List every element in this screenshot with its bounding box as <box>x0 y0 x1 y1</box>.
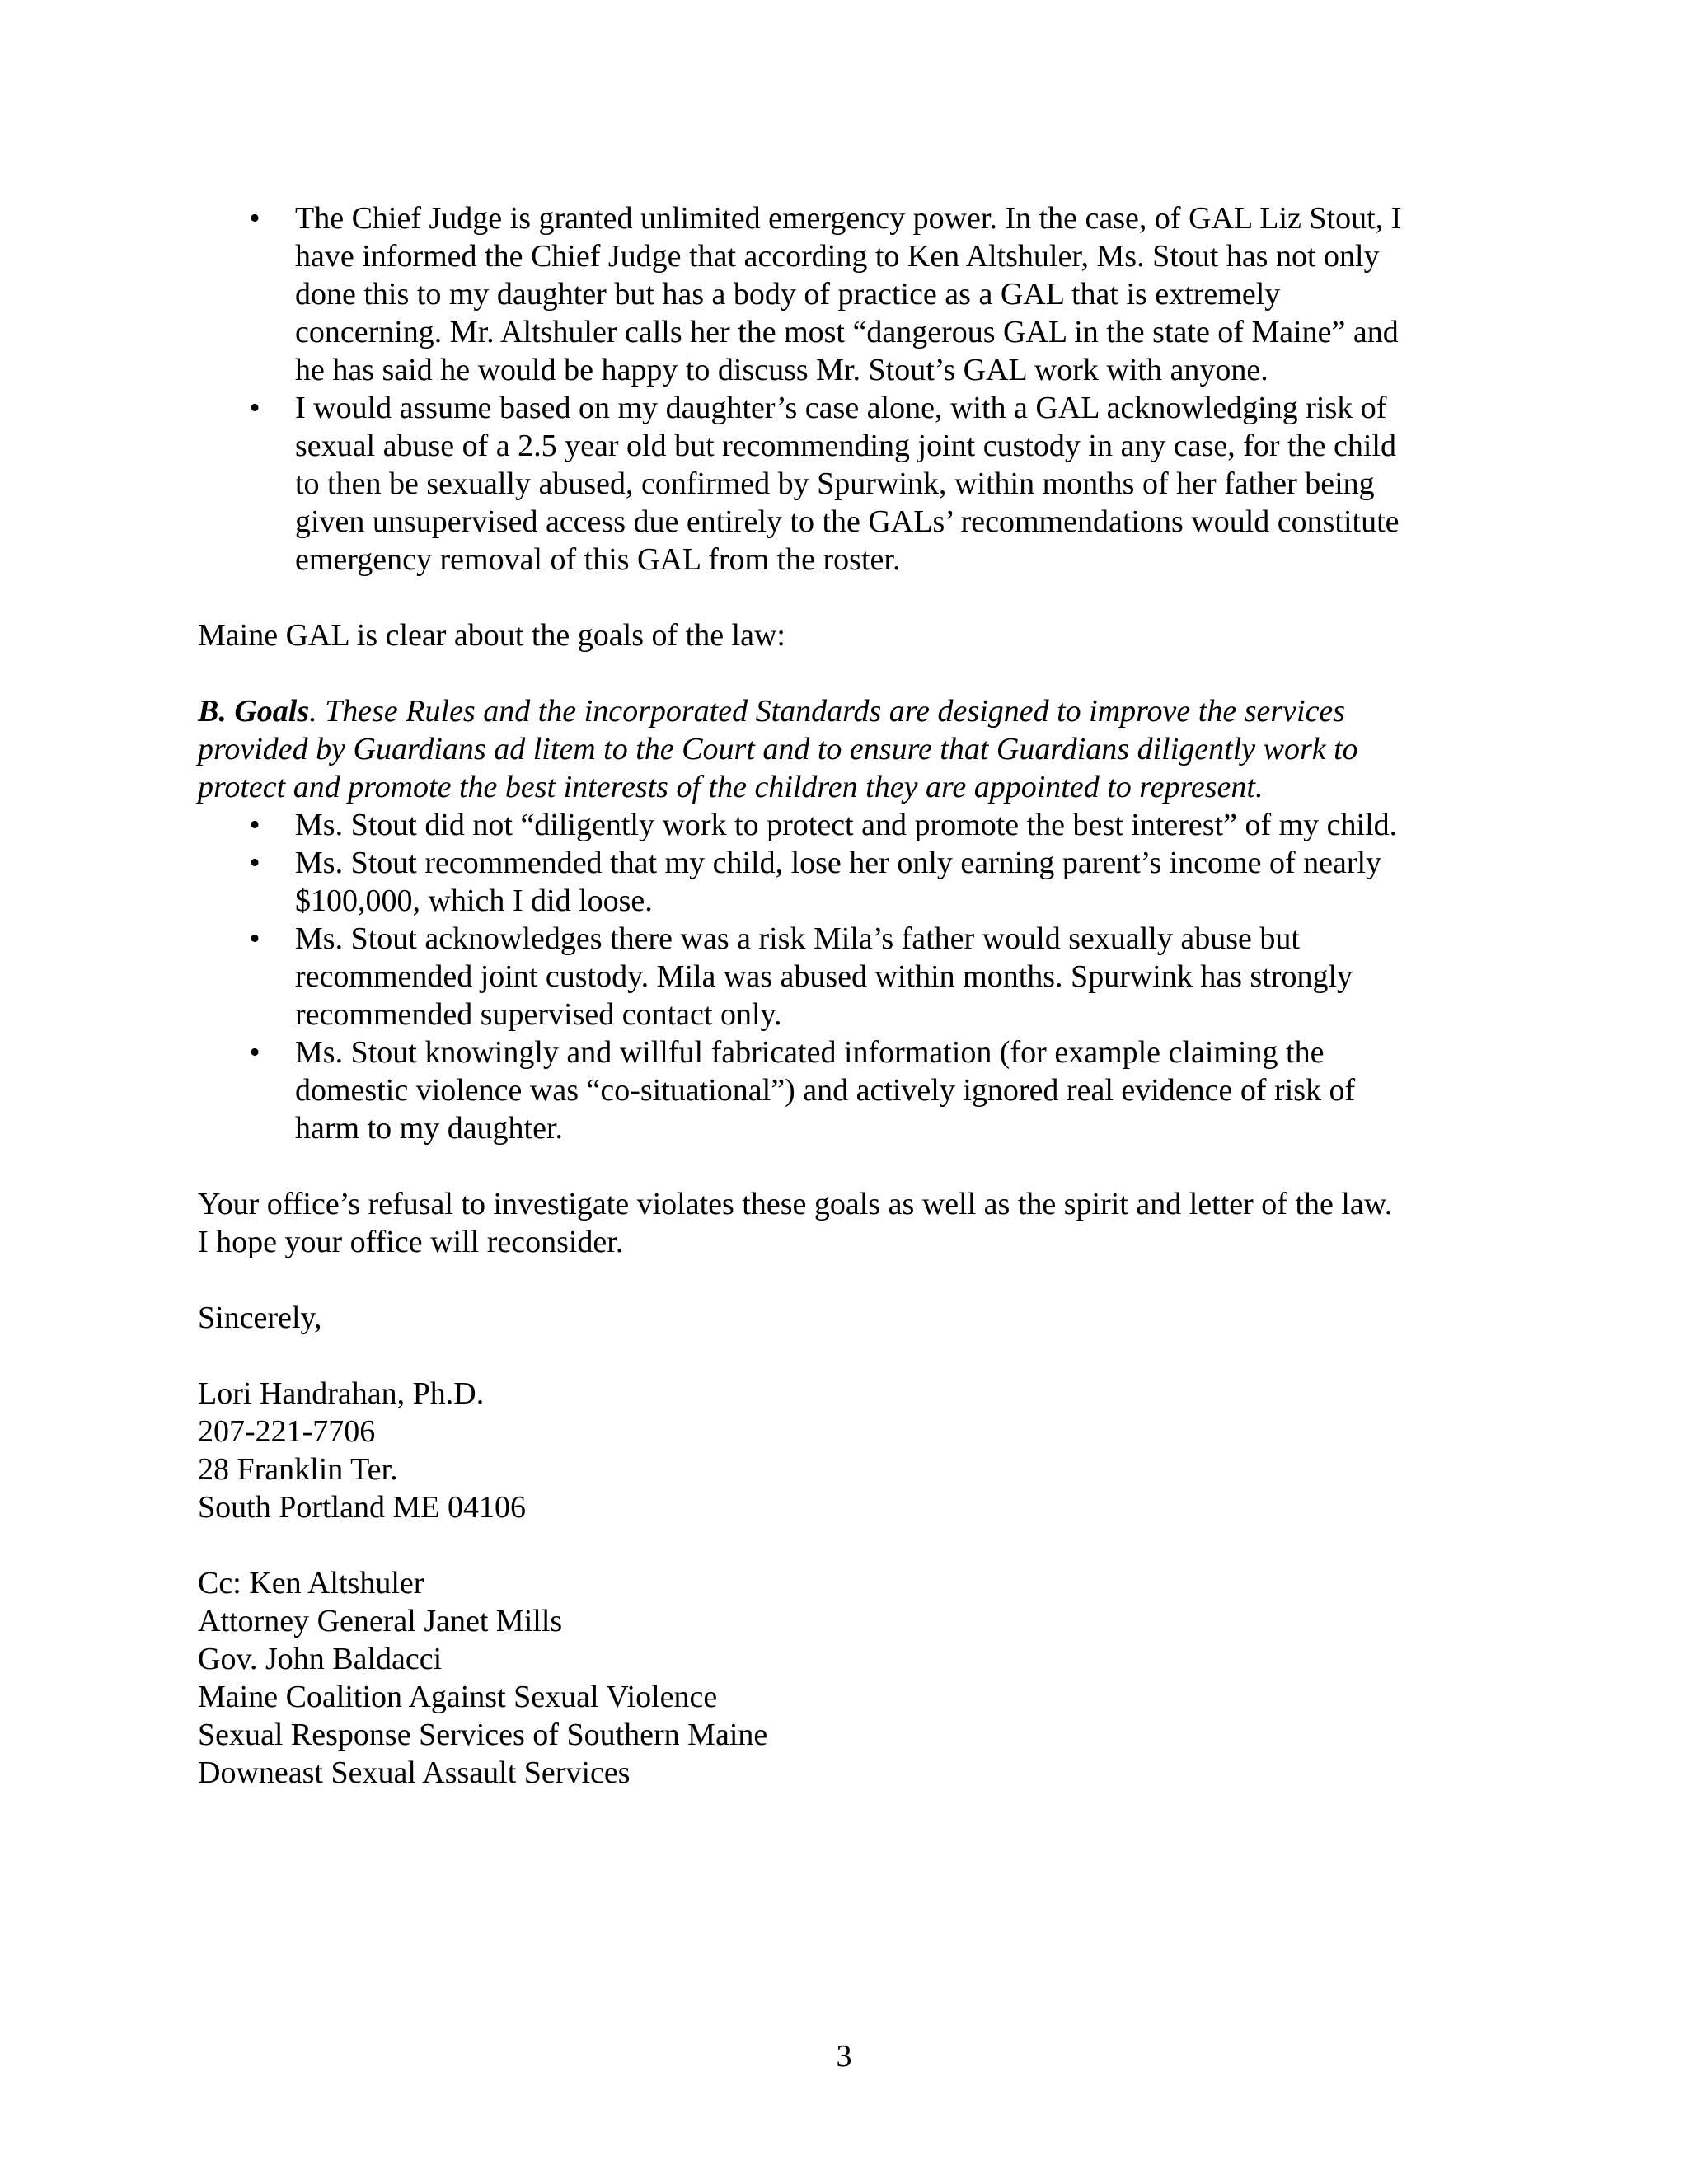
signature-phone: 207-221-7706 <box>198 1414 376 1449</box>
text-line: I would assume based on my daughter’s case alone, with a GAL acknowledging risk of <box>295 391 1387 425</box>
text-line: The Chief Judge is granted unlimited emergency power. In the case, of GAL Liz Stout, I <box>295 201 1402 236</box>
closing-paragraph <box>198 1185 1484 1261</box>
list-item <box>198 844 1484 920</box>
text-line: Ms. Stout recommended that my child, lose her only earning parent’s income of nearly <box>295 846 1382 880</box>
signature-street: 28 Franklin Ter. <box>198 1452 398 1487</box>
cc-line: Sexual Response Services of Southern Maine <box>198 1718 768 1752</box>
text-line: protect and promote the best interests of the children they are appointed to represent. <box>198 770 1264 804</box>
text-line: concerning. Mr. Altshuler calls her the most “dangerous GAL in the state of Maine” and <box>295 315 1399 349</box>
bullet-icon: • <box>249 1035 260 1070</box>
cc-line: Downeast Sexual Assault Services <box>198 1755 631 1790</box>
text-line: Ms. Stout did not “diligently work to protect and promote the best interest” of my child. <box>295 808 1398 842</box>
page-number: 3 <box>836 2039 852 2074</box>
cc-line: Attorney General Janet Mills <box>198 1604 563 1638</box>
goals-quote <box>198 692 1484 806</box>
text-line: given unsupervised access due entirely to the GALs’ recommendations would constitute <box>295 504 1400 539</box>
cc-block <box>198 1564 1484 1792</box>
bullet-icon: • <box>249 391 260 425</box>
text-line: done this to my daughter but has a body of practice as a GAL that is extremely <box>295 277 1281 312</box>
text-line: recommended supervised contact only. <box>295 997 782 1032</box>
cc-line: Gov. John Baldacci <box>198 1642 443 1676</box>
text-line: to then be sexually abused, confirmed by Spurwink, within months of her father being <box>295 466 1375 501</box>
cc-line: Maine Coalition Against Sexual Violence <box>198 1680 718 1714</box>
text-line: I hope your office will reconsider. <box>198 1225 624 1259</box>
bullet-icon: • <box>249 846 260 880</box>
signature-block <box>198 1375 1484 1526</box>
list-item <box>198 920 1484 1033</box>
text-line: Your office’s refusal to investigate violates these goals as well as the spirit and letter of the law. <box>198 1187 1393 1221</box>
text-line: $100,000, which I did loose. <box>295 883 653 918</box>
text-line: recommended joint custody. Mila was abused within months. Spurwink has strongly <box>295 959 1353 994</box>
bullet-icon: • <box>249 201 260 236</box>
list-item <box>198 389 1484 579</box>
text-line: Ms. Stout acknowledges there was a risk Mila’s father would sexually abuse but <box>295 921 1300 956</box>
bottom-bullet-list <box>198 806 1484 1147</box>
text-line: . These Rules and the incorporated Standards are designed to improve the services <box>309 694 1346 729</box>
text-line: provided by Guardians ad litem to the Court and to ensure that Guardians diligently work to <box>198 732 1358 766</box>
list-item <box>198 1033 1484 1147</box>
text-line: he has said he would be happy to discuss Mr. Stout’s GAL work with anyone. <box>295 353 1268 387</box>
goals-intro: Maine GAL is clear about the goals of the law: <box>198 618 785 653</box>
goals-first-line <box>198 692 1484 730</box>
bullet-icon: • <box>249 921 260 956</box>
goals-heading: B. Goals <box>198 694 310 729</box>
text-line: emergency removal of this GAL from the roster. <box>295 542 901 577</box>
document-page <box>198 199 1484 1792</box>
text-line: Ms. Stout knowingly and willful fabricated information (for example claiming the <box>295 1035 1325 1070</box>
signature-name: Lori Handrahan, Ph.D. <box>198 1376 485 1411</box>
signoff: Sincerely, <box>198 1301 322 1335</box>
top-bullet-list <box>198 199 1484 579</box>
cc-line: Cc: Ken Altshuler <box>198 1566 424 1601</box>
signature-city: South Portland ME 04106 <box>198 1490 526 1525</box>
text-line: domestic violence was “co-situational”) and actively ignored real evidence of risk of <box>295 1073 1356 1108</box>
text-line: have informed the Chief Judge that according to Ken Altshuler, Ms. Stout has not only <box>295 239 1380 274</box>
text-line: sexual abuse of a 2.5 year old but recommending joint custody in any case, for the child <box>295 429 1396 463</box>
list-item <box>198 199 1484 389</box>
list-item <box>198 806 1484 844</box>
bullet-icon: • <box>249 808 260 842</box>
text-line: harm to my daughter. <box>295 1111 564 1146</box>
